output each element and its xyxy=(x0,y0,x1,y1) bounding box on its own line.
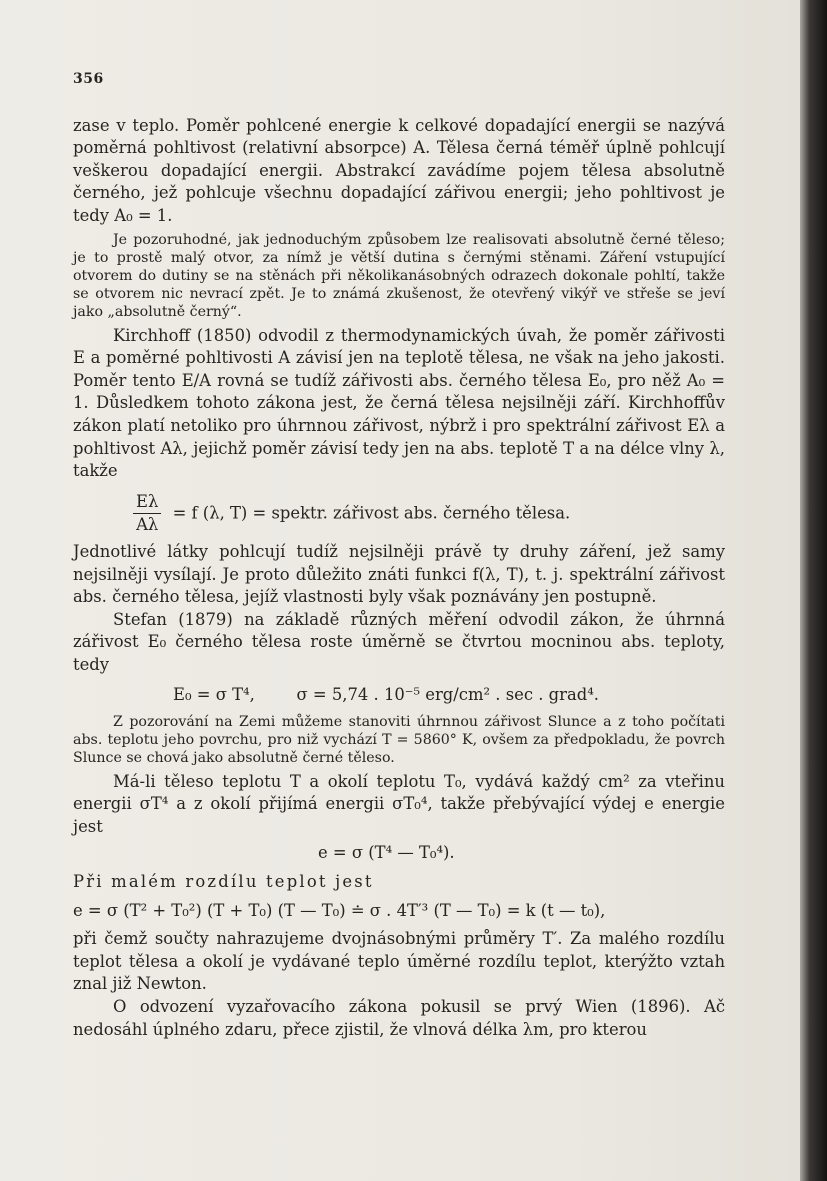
paragraph-10: O odvození vyzařovacího zákona pokusil se prvý Wien (1896). Ač nedosáhl úplného zdaru, přece zjistil, že vlnová délka λm, pro kterou xyxy=(73,997,725,1039)
equation-kirchhoff xyxy=(73,491,725,537)
paragraph-6-note: Z pozorování na Zemi můžeme stanoviti úhrnnou zářivost Slunce a z toho počítati abs. teplotu jeho povrchu, pro niž vychází T = 5860° K, ovšem za předpokladu, že povrch Slunce se chová jako absolutně černé těleso. xyxy=(73,714,725,767)
paragraph-1: zase v teplo. Poměr pohlcené energie k celkové dopadající energii se nazývá poměrná pohltivost (relativní absorpce) A. Tělesa černá téměř úplně pohlcují veškerou dopadající energii. Abstrakcí zavádíme pojem tělesa absolutně černého, jež pohlcuje všechnu dopadající zářivou energii; jeho pohltivost je tedy A₀ = 1. xyxy=(73,115,725,225)
paragraph-3: Kirchhoff (1850) odvodil z thermodynamických úvah, že poměr zářivosti E a poměrné pohltivosti A závisí jen na teplotě tělesa, ne však na jeho jakosti. Poměr tento E/A rovná se tudíž zářivosti abs. černého tělesa E₀, pro něž A₀ = 1. Důsledkem tohoto zákona jest, že černá tělesa nejsilněji září. Kirchhoffův zákon platí netoliko pro úhrnnou zářivost, nýbrž i pro spektrální zářivost Eλ a pohltivost Aλ, jejichž poměr závisí tedy jen na abs. teplotě T a na délce vlny λ, takže xyxy=(73,325,725,481)
paragraph-5: Stefan (1879) na základě různých měření odvodil zákon, že úhrnná zářivost E₀ černého tělesa roste úměrně se čtvrtou mocninou abs. teploty, tedy xyxy=(73,609,725,674)
equation-energy-difference: e = σ (T⁴ — T₀⁴). xyxy=(318,843,455,863)
fraction-numerator: Eλ xyxy=(133,491,161,515)
equation-stefan: E₀ = σ T⁴, σ = 5,74 . 10⁻⁵ erg/cm² . sec . grad⁴. xyxy=(173,685,600,705)
fraction xyxy=(133,491,161,537)
equation-approximation: e = σ (T² + T₀²) (T + T₀) (T — T₀) ≐ σ . 4T′³ (T — T₀) = k (t — t₀), xyxy=(73,900,606,920)
page-number: 356 xyxy=(73,71,104,87)
equation-kirchhoff-rest: = f (λ, T) = spektr. zářivost abs. černého tělesa. xyxy=(172,503,571,523)
paragraph-4: Jednotlivé látky pohlcují tudíž nejsilněji právě ty druhy záření, jež samy nejsilněji vysílají. Je proto důležito znáti funkci f(λ, T), t. j. spektrální zářivost abs. černého tělesa, jejíž vlastnosti byly však poznávány jen postupně. xyxy=(73,541,725,607)
paragraph-8: Při malém rozdílu teplot jest xyxy=(73,872,374,892)
page-content xyxy=(73,68,725,1041)
book-spine-shadow xyxy=(800,0,827,1181)
fraction-denominator: Aλ xyxy=(136,515,159,535)
paragraph-7: Má-li těleso teplotu T a okolí teplotu T₀, vydává každý cm² za vteřinu energii σT⁴ a z okolí přijímá energii σT₀⁴, takže přebývající výdej e energie jest xyxy=(73,771,725,836)
paragraph-2-note: Je pozoruhodné, jak jednoduchým způsobem lze realisovati absolutně černé těleso; je to prostě malý otvor, za nímž je větší dutina s černými stěnami. Záření vstupující otvorem do dutiny se na stěnách při několikanásobných odrazech dokonale pohltí, takže se otvorem nic nevrací zpět. Je to známá zkušenost, že otevřený vikýř ve střeše se jeví jako „absolutně černý“. xyxy=(73,231,725,321)
paragraph-9: při čemž součty nahrazujeme dvojnásobnými průměry T′. Za malého rozdílu teplot tělesa a okolí je vydávané teplo úměrné rozdílu teplot, kterýžto vztah znal již Newton. xyxy=(73,929,725,994)
